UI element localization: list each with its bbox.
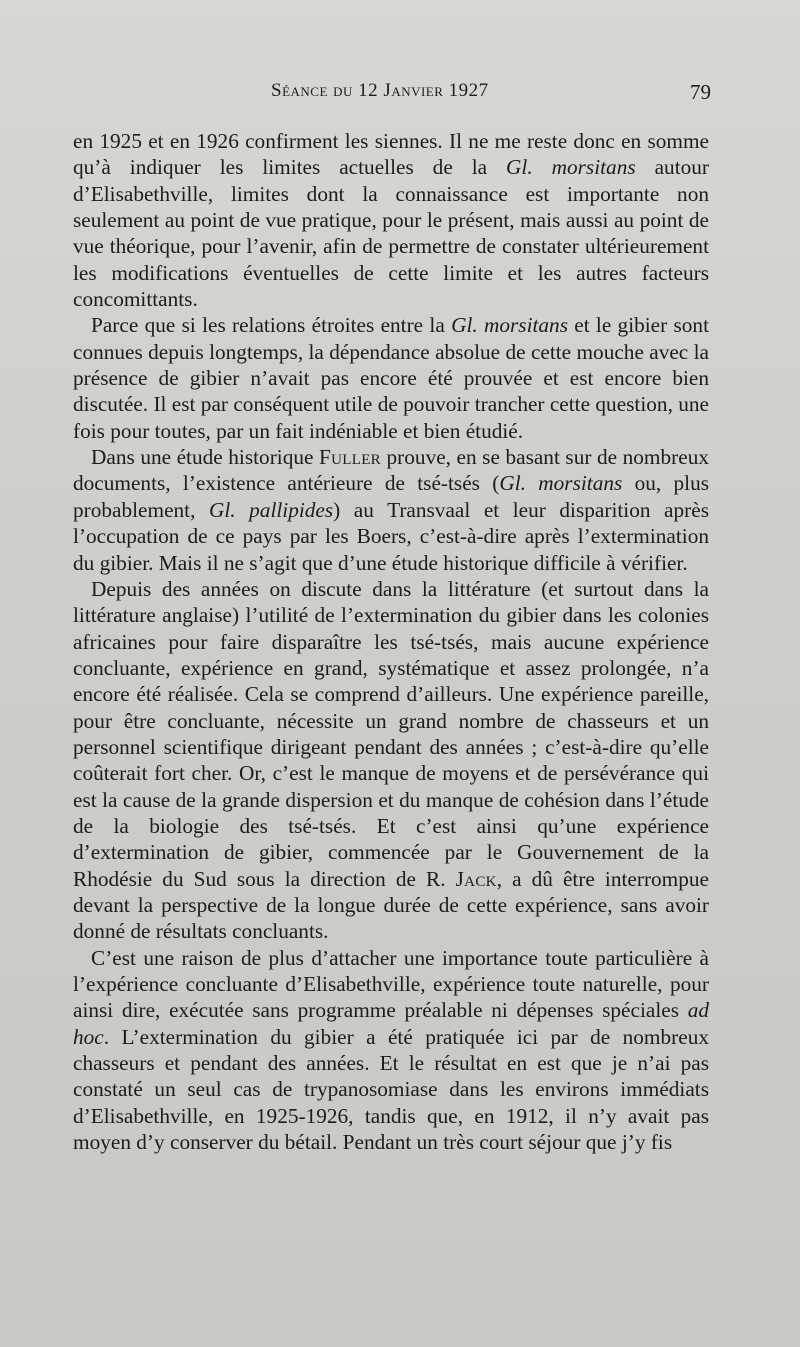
paragraph	[73, 576, 709, 945]
text-run: autour d’Elisabethville, limites dont la connaissance est importante non seulement au point de vue pratique, pour le présent, mais aussi au point de vue théorique, pour l’avenir, afin de permettre de constater ultérieurement les modifications éventuelles de cette limite et les autres facteurs concomittants.	[73, 155, 709, 312]
text-run: ou, plus probablement,	[73, 471, 710, 522]
page-header	[0, 80, 800, 110]
italic-term: Gl. pallipides	[208, 497, 334, 522]
body-text	[73, 128, 709, 1155]
paragraph	[73, 312, 709, 444]
text-run: Dans une étude historique	[91, 445, 319, 470]
text-run: , a dû être interrompue devant la perspective de la longue durée de cette expérience, sans avoir donné de résultats concluants.	[73, 866, 709, 944]
running-title: Séance du 12 Janvier 1927	[271, 80, 489, 101]
italic-term: Gl. morsitans	[506, 155, 636, 180]
text-run: et le gibier sont connues depuis longtemps, la dépendance absolue de cette mouche avec la présence de gibier n’avait pas encore été prouvée et est encore bien discutée. Il est par conséquent utile de pouvoir trancher cette question, une fois pour toutes, par un fait indéniable et bien étudié.	[73, 313, 710, 443]
paragraph	[73, 945, 709, 1156]
italic-term: Gl. morsitans	[499, 471, 623, 496]
text-run: Depuis des années on discute dans la littérature (et surtout dans la littérature anglaise) l’utilité de l’extermination du gibier dans les colonies africaines pour faire disparaître les tsé-tsés, mais aucune expérience concluante, expérience en grand, systématique et assez prolongée, n’a encore été réalisée. Cela se comprend d’ailleurs. Une expérience pareille, pour être concluante, nécessite un grand nombre de chasseurs et un personnel scientifique dirigeant pendant des années ; c’est-à-dire qu’elle coûterait fort cher. Or, c’est le manque de moyens et de persévérance qui est la cause de la grande dispersion et du manque de cohésion dans l’étude de la biologie des tsé-tsés. Et c’est ainsi qu’une expérience d’extermination de gibier, commencée par le Gouvernement de la Rhodésie du Sud sous la direction de R.	[73, 576, 709, 891]
text-run: ) au Transvaal et leur disparition après l’occupation de ce pays par les Boers, c’est-à-dire après l’extermination du gibier. Mais il ne s’agit que d’une étude historique difficile à vérifier.	[73, 497, 709, 575]
text-run: prouve, en se basant sur de nombreux documents, l’existence antérieure de tsé-tsés (	[73, 445, 709, 496]
text-run: C’est une raison de plus d’attacher une importance toute particulière à l’expérience concluante d’Elisabethville, expérience toute naturelle, pour ainsi dire, exécutée sans programme préalable ni dépenses spéciales	[73, 945, 709, 1023]
page-number: 79	[690, 80, 711, 104]
text-run: . L’extermination du gibier a été pratiquée ici par de nombreux chasseurs et pendant des années. Et le résultat en est que je n’ai pas constaté un seul cas de trypanosomiase dans les environs immédiats d’Elisabethville, en 1925-1926, tandis que, en 1912, il n’y avait pas moyen d’y conserver du bétail. Pendant un très court séjour que j’y fis	[73, 1024, 709, 1155]
paragraph	[73, 128, 709, 312]
italic-term: Gl. morsitans	[451, 313, 568, 338]
author-name: Fuller	[319, 445, 381, 470]
paragraph	[73, 444, 709, 576]
author-name: Jack	[455, 866, 497, 891]
text-run: Parce que si les relations étroites entre la	[91, 313, 452, 338]
italic-term: ad hoc	[73, 998, 709, 1049]
text-run: en 1925 et en 1926 confirment les siennes. Il ne me reste donc en somme qu’à indiquer les limites actuelles de la	[73, 129, 709, 180]
